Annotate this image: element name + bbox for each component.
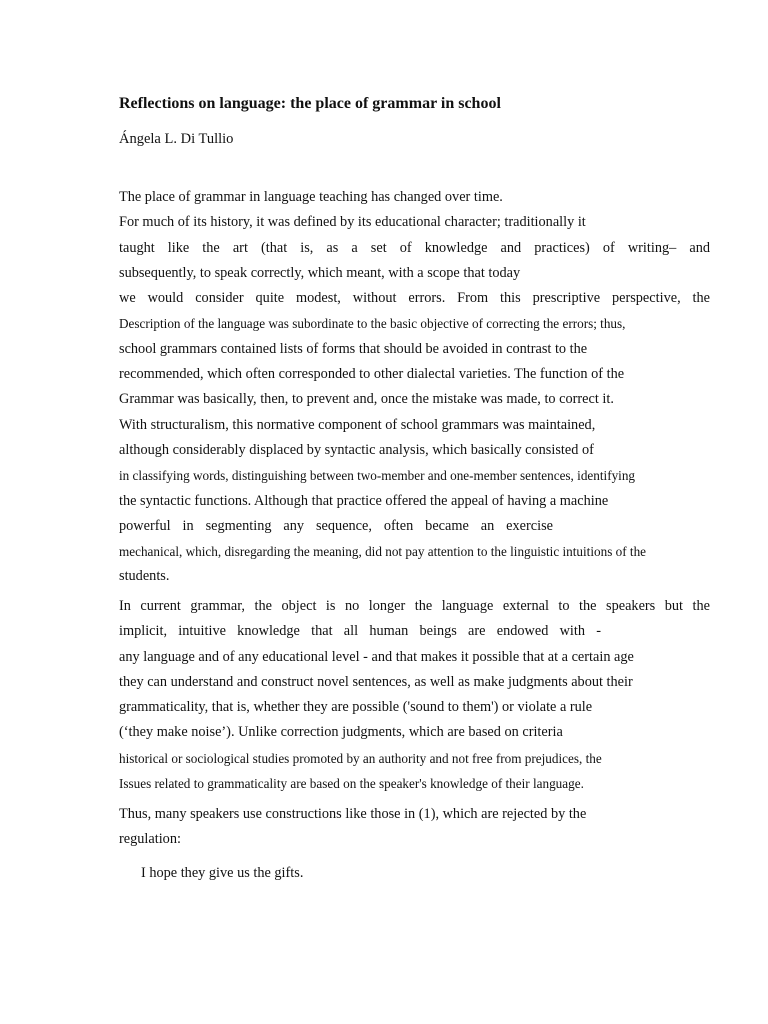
paragraph-line: students. (119, 568, 170, 585)
paragraph-line: mechanical, which, disregarding the meaning, did not pay attention to the linguistic intuitions of the (119, 544, 647, 560)
paragraph-line: The place of grammar in language teaching has changed over time. (119, 189, 503, 205)
paragraph-line: Thus, many speakers use constructions like those in (1), which are rejected by the (119, 806, 587, 822)
paragraph-line: Grammar was basically, then, to prevent and, once the mistake was made, to correct it. (119, 391, 614, 408)
paragraph-line: although considerably displaced by syntactic analysis, which basically consisted of (119, 441, 594, 458)
paragraph-line: any language and of any educational level - and that makes it possible that at a certain age (119, 648, 634, 665)
paragraph-line: Description of the language was subordinate to the basic objective of correcting the errors; thus, (119, 316, 626, 332)
paragraph-2 (119, 594, 710, 796)
paragraph-line: they can understand and construct novel sentences, as well as make judgments about their (119, 673, 633, 690)
paragraph-line: we would consider quite modest, without errors. From this prescriptive perspective, the (119, 290, 710, 307)
paragraph-line: implicit, intuitive knowledge that all human beings are endowed with - (119, 623, 601, 640)
paragraph-line: powerful in segmenting any sequence, often became an exercise (119, 517, 553, 534)
paragraph-3 (119, 802, 710, 853)
document-author: Ángela L. Di Tullio (119, 131, 234, 147)
paragraph-line: subsequently, to speak correctly, which meant, with a scope that today (119, 264, 521, 281)
paragraph-line: In current grammar, the object is no longer the language external to the speakers but the (119, 598, 710, 614)
paragraph-line: historical or sociological studies promoted by an authority and not free from prejudices, the (119, 750, 602, 766)
paragraph-line: regulation: (119, 831, 181, 848)
paragraph-line: For much of its history, it was defined by its educational character; traditionally it (119, 214, 586, 231)
paragraph-line: in classifying words, distinguishing between two-member and one-member sentences, identifying (119, 468, 636, 484)
paragraph-line: (‘they make noise’). Unlike correction judgments, which are based on criteria (119, 724, 563, 741)
paragraph-line: Issues related to grammaticality are based on the speaker's knowledge of their language. (119, 776, 584, 792)
document-title: Reflections on language: the place of grammar in school (119, 95, 501, 112)
paragraph-1 (119, 185, 710, 590)
paragraph-line: school grammars contained lists of forms that should be avoided in contrast to the (119, 340, 588, 357)
paragraph-line: taught like the art (that is, as a set of knowledge and practices) of writing– and (119, 239, 710, 256)
example-sentence: I hope they give us the gifts. (141, 865, 304, 881)
paragraph-line: the syntactic functions. Although that practice offered the appeal of having a machine (119, 492, 609, 509)
paragraph-line: With structuralism, this normative component of school grammars was maintained, (119, 416, 596, 433)
paragraph-line: grammaticality, that is, whether they are possible ('sound to them') or violate a rule (119, 699, 593, 716)
paragraph-line: recommended, which often corresponded to other dialectal varieties. The function of the (119, 366, 625, 383)
